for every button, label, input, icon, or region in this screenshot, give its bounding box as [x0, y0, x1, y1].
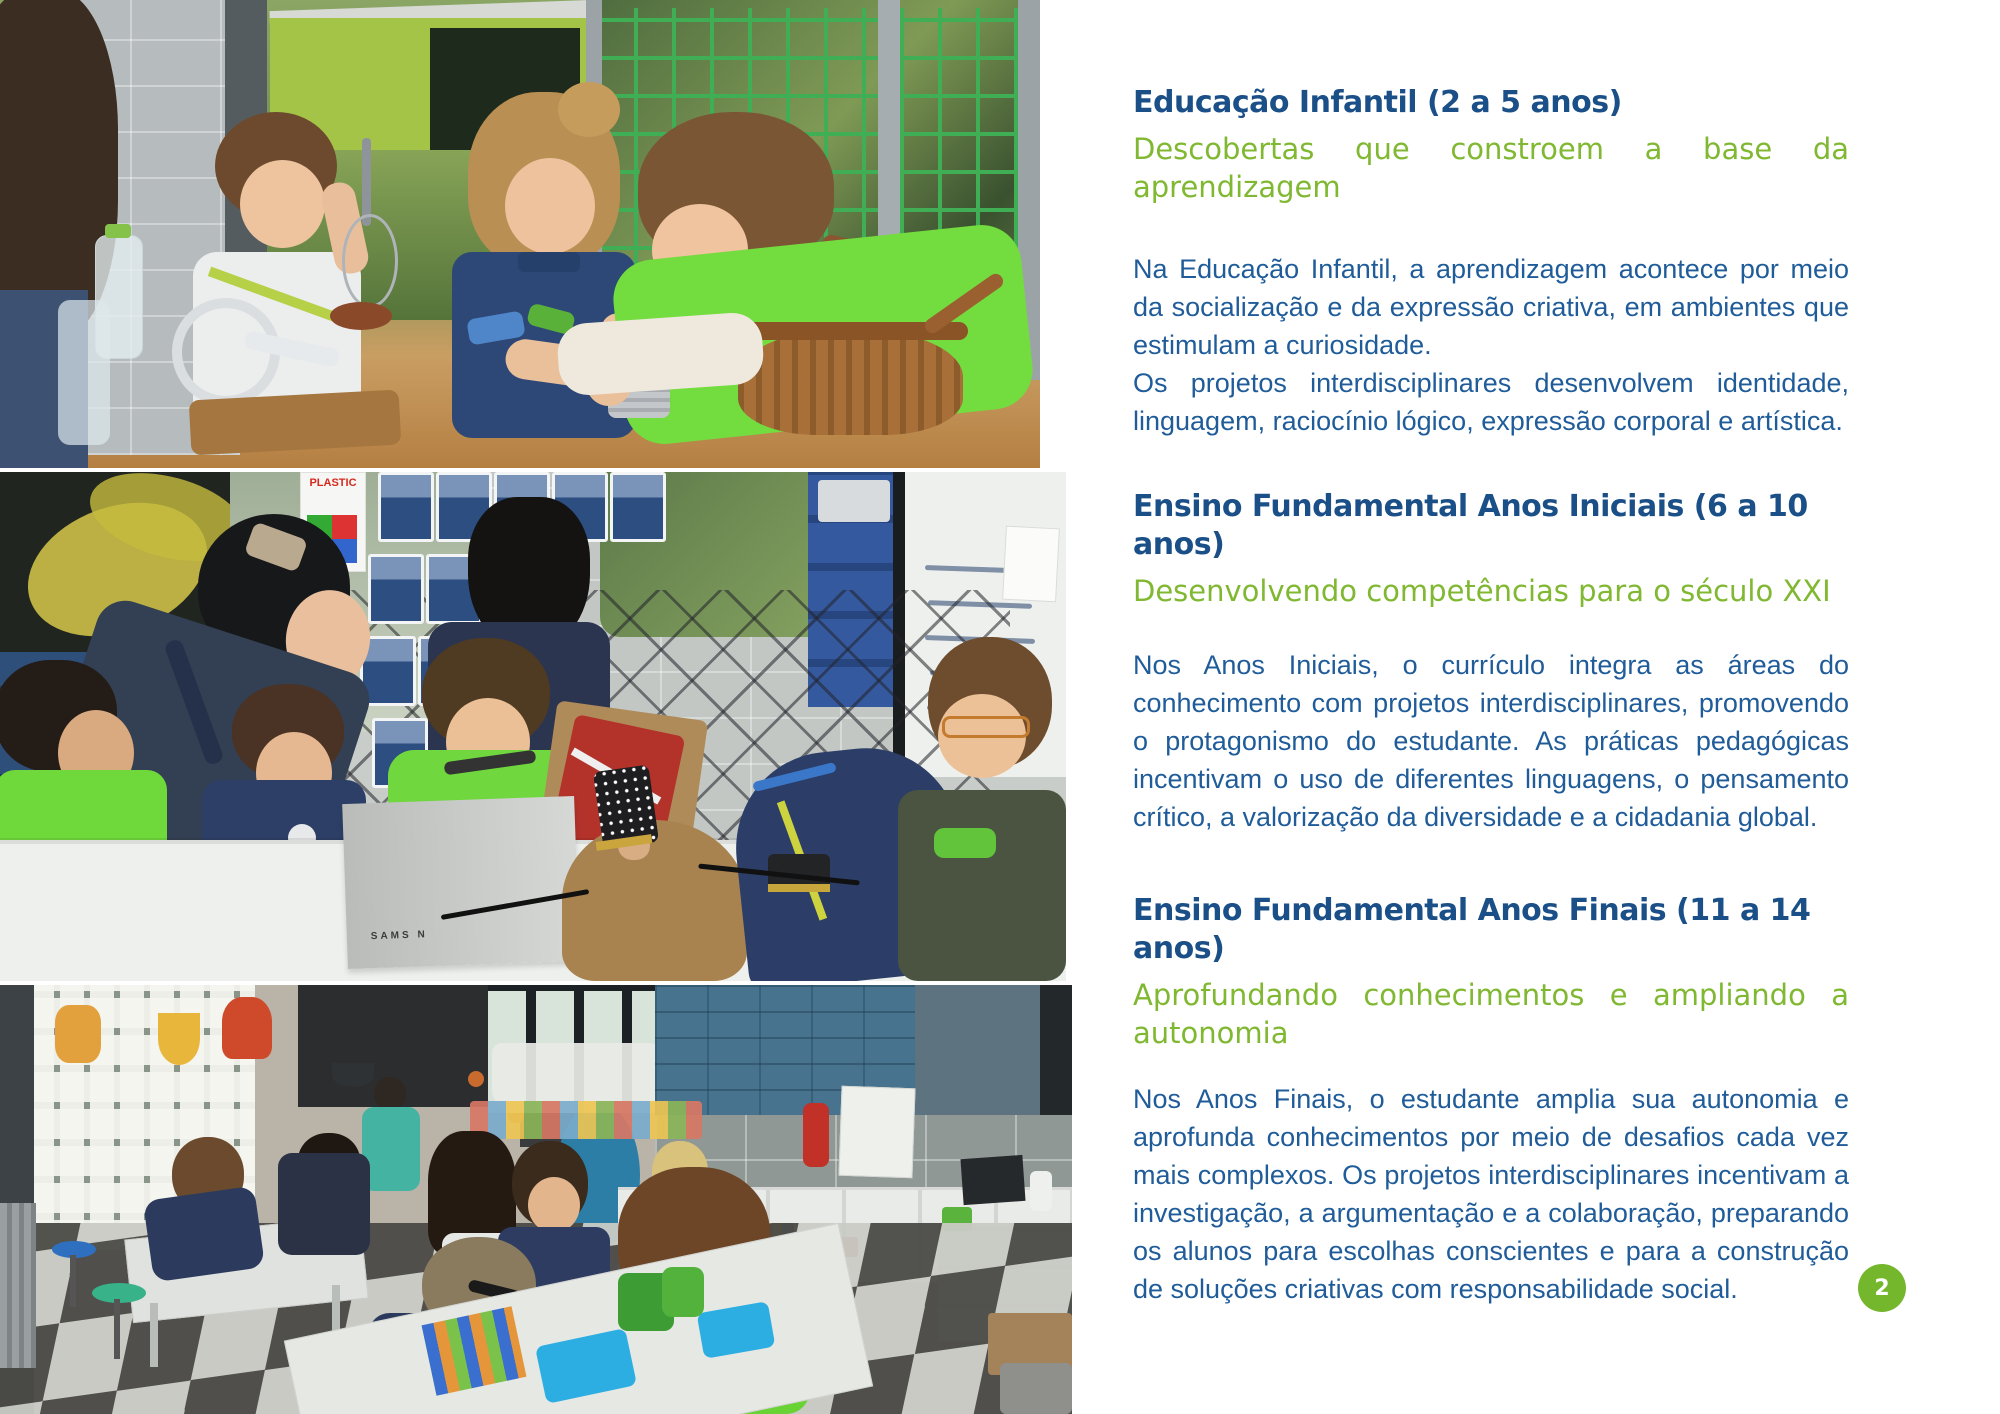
photo-outdoor-crafts — [0, 0, 1040, 468]
right-boy-jacket — [898, 790, 1066, 981]
section-title: Educação Infantil (2 a 5 anos) — [1133, 85, 1622, 120]
table-leg — [150, 1303, 158, 1367]
section-subtitle: Descobertas que constroem a base da aprendizagem — [1133, 132, 1849, 204]
page-number-badge — [1858, 1264, 1906, 1312]
right-boy-collar — [934, 828, 996, 858]
section-body — [1133, 1080, 1849, 1308]
section-anos-iniciais — [1133, 488, 1849, 836]
wicker-basket — [738, 330, 963, 435]
stool-leg — [70, 1255, 76, 1307]
stool-leg — [114, 1299, 120, 1359]
board-pins — [768, 884, 830, 892]
green-pitcher-2 — [662, 1267, 704, 1317]
section-anos-finais — [1133, 892, 1849, 1308]
girl-ponytail — [558, 82, 620, 137]
photo-card — [368, 554, 424, 624]
whisk-wires — [342, 214, 398, 308]
portrait-art-band — [470, 1101, 702, 1139]
section-educacao-infantil — [1133, 84, 1849, 440]
posted-note — [1002, 526, 1060, 603]
cutting-board — [189, 390, 402, 456]
storage-basket — [1000, 1363, 1072, 1414]
clay-bowl — [330, 302, 392, 330]
white-cloth — [556, 311, 766, 397]
glasses-girl-face — [528, 1177, 580, 1233]
radiator — [0, 1203, 36, 1368]
laptop-brand-label: SAMS N — [370, 929, 428, 943]
section-body — [1133, 646, 1849, 836]
girl-left-shirt — [143, 1186, 265, 1283]
hanging-lamp — [332, 1063, 374, 1087]
girl-face — [505, 158, 595, 254]
blond-child-hair — [562, 820, 747, 981]
section-title: Ensino Fundamental Anos Iniciais (6 a 10 anos) — [1133, 489, 1808, 562]
white-bottle — [1030, 1171, 1052, 1211]
right-boy-glasses — [942, 716, 1030, 738]
section-subtitle: Aprofundando conhecimentos e ampliando a autonomia — [1133, 978, 1849, 1050]
navy-kid-shirt — [278, 1153, 370, 1255]
body-paragraph: Nos Anos Iniciais, o currículo integra as áreas do conhecimento com projetos interdisciplinares, promovendo o protagonismo do estudante. As práticas pedagógicas incentivam o uso de diferentes linguagens, o pensamento crítico, a valorização da diversidade e a cidadania global. — [1133, 650, 1849, 832]
photo-card — [378, 472, 434, 542]
bottle-cap — [105, 224, 131, 238]
poster-label: PLASTIC — [309, 477, 357, 489]
paper-shield — [158, 1013, 200, 1065]
teacher-figure-shirt — [362, 1107, 420, 1191]
whisk-handle — [362, 138, 371, 226]
hanging-mobile — [468, 1071, 484, 1087]
paper-animal-bird — [222, 997, 272, 1059]
photo-art-classroom — [0, 985, 1072, 1414]
fire-extinguisher — [803, 1103, 829, 1167]
girl-collar — [518, 252, 580, 272]
teacher-figure — [374, 1077, 406, 1111]
body-paragraph: Na Educação Infantil, a aprendizagem acontece por meio da socialização e da expressão criativa, em ambientes que estimulam a curiosidade. — [1133, 254, 1849, 360]
rack-box — [818, 480, 890, 522]
laptop-on-counter — [960, 1155, 1025, 1205]
section-subtitle: Desenvolvendo competências para o século XXI — [1133, 574, 1831, 608]
laptop-lid — [342, 796, 580, 969]
bottle2 — [58, 300, 110, 445]
photo-card — [610, 472, 666, 542]
body-paragraph: Os projetos interdisciplinares desenvolvem identidade, linguagem, raciocínio lógico, expressão corporal e artística. — [1133, 368, 1849, 436]
section-body — [1133, 250, 1849, 440]
child1-face — [240, 160, 325, 248]
section-title: Ensino Fundamental Anos Finais (11 a 14 anos) — [1133, 893, 1811, 966]
photo-maker-lab — [0, 472, 1066, 981]
poster-boards — [838, 1086, 915, 1179]
body-paragraph: Nos Anos Finais, o estudante amplia sua autonomia e aprofunda conhecimentos por meio de desafios cada vez mais complexos. Os projetos interdisciplinares incentivam a investigação, a argumentação e a colaboração, preparando os alunos para escolhas conscientes e para a construção de soluções criativas com responsabilidade social. — [1133, 1084, 1849, 1304]
paper-animal-tiger — [55, 1005, 101, 1063]
page-number: 2 — [1874, 1275, 1890, 1301]
